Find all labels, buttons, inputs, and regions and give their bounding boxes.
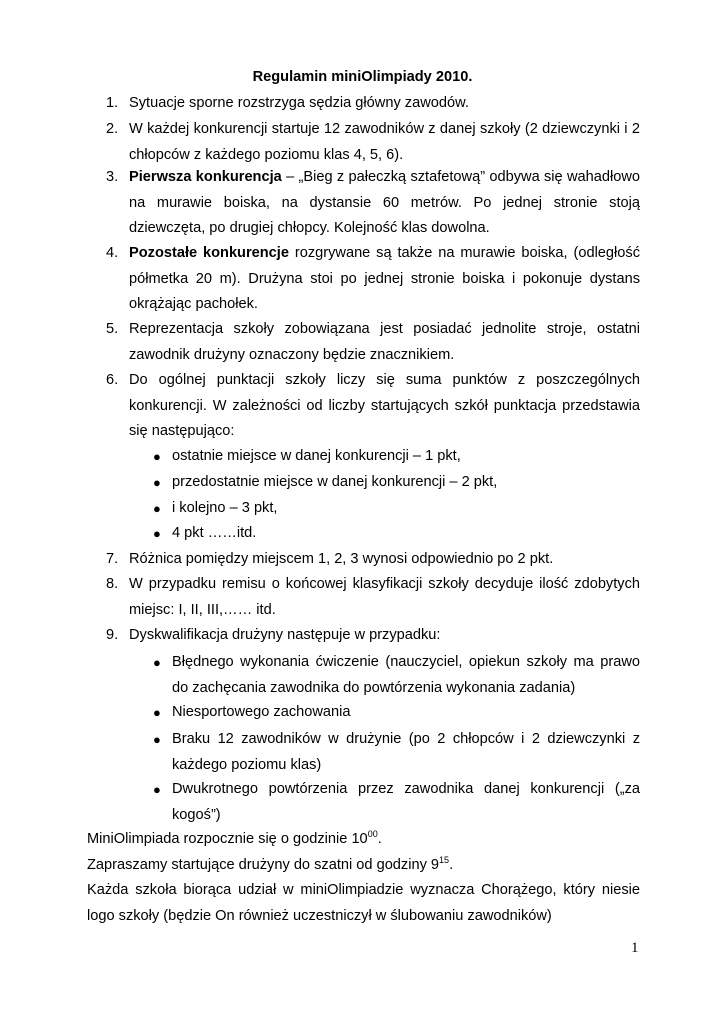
item-text: Sytuacje sporne rozstrzyga sędzia główny zawodów.	[129, 95, 469, 111]
disqualification-bullet	[153, 777, 640, 828]
bullet-dot-icon: ●	[153, 501, 161, 516]
item-number: 8.	[106, 576, 119, 592]
bullet-text: ostatnie miejsce w danej konkurencji – 1 pkt,	[172, 448, 461, 464]
rule-item-2	[106, 117, 640, 168]
document-title: Regulamin miniOlimpiady 2010.	[252, 69, 473, 85]
bullet-dot-icon: ●	[153, 449, 161, 464]
item-number: 3.	[106, 169, 119, 185]
flag-bearer-paragraph: Każda szkoła biorąca udział w miniOlimpiadzie wyznacza Chorążego, który niesie logo szkoły (będzie On również uczestniczył w ślubowaniu zawodników)	[87, 882, 640, 924]
paragraph-end: .	[449, 857, 454, 873]
scoring-bullet	[153, 470, 640, 496]
item-text: Dyskwalifikacja drużyny następuje w przypadku:	[129, 627, 441, 643]
scoring-bullet	[153, 496, 640, 522]
time-superscript: 15	[439, 855, 450, 866]
rule-item-5	[106, 317, 640, 368]
bullet-text: Braku 12 zawodników w drużynie (po 2 chłopców i 2 dziewczynki z każdego poziomu klas)	[172, 731, 640, 773]
bullet-dot-icon: ●	[153, 782, 161, 797]
bullet-text: 4 pkt ……itd.	[172, 525, 257, 541]
item-bold-label: Pozostałe konkurencje	[129, 245, 289, 261]
bullet-dot-icon: ●	[153, 732, 161, 747]
item-number: 4.	[106, 245, 119, 261]
item-text: rozgrywane są także na murawie boiska, (odległość półmetka 20 m). Drużyna stoi po jednej stronie boiska i pokonuje dystans okrążając pachołek.	[129, 245, 640, 312]
rule-item-4	[106, 241, 640, 318]
page-number: 1	[631, 940, 639, 956]
rule-item-3	[106, 165, 640, 242]
item-text: Reprezentacja szkoły zobowiązana jest posiadać jednolite stroje, ostatni zawodnik drużyny oznaczony będzie znacznikiem.	[129, 321, 640, 363]
rule-item-1	[106, 91, 640, 117]
item-bold-label: Pierwsza konkurencja	[129, 169, 282, 185]
rule-item-7	[106, 547, 640, 573]
start-time-paragraph	[87, 827, 640, 853]
paragraph-end: .	[377, 831, 382, 847]
item-number: 1.	[106, 95, 119, 111]
bullet-dot-icon: ●	[153, 526, 161, 541]
rule-item-6	[106, 368, 640, 445]
item-text: W przypadku remisu o końcowej klasyfikacji szkoły decyduje ilość zdobytych miejsc: I, II, III,…… itd.	[129, 576, 640, 618]
bullet-text: Błędnego wykonania ćwiczenie (nauczyciel, opiekun szkoły ma prawo do zachęcania zawodnika do powtórzenia wykonania zadania)	[172, 654, 640, 696]
disqualification-bullet	[153, 700, 640, 726]
item-number: 5.	[106, 321, 119, 337]
bullet-dot-icon: ●	[153, 705, 161, 720]
item-number: 7.	[106, 551, 119, 567]
disqualification-bullet	[153, 650, 640, 701]
rule-item-9	[106, 623, 640, 649]
item-number: 6.	[106, 372, 119, 388]
item-text: W każdej konkurencji startuje 12 zawodników z danej szkoły (2 dziewczynki i 2 chłopców z każdego poziomu klas 4, 5, 6).	[129, 121, 640, 163]
item-number: 2.	[106, 121, 119, 137]
paragraph-text: MiniOlimpiada rozpocznie się o godzinie 10	[87, 831, 368, 847]
bullet-text: przedostatnie miejsce w danej konkurencji – 2 pkt,	[172, 474, 498, 490]
scoring-bullet	[153, 444, 640, 470]
item-number: 9.	[106, 627, 119, 643]
rule-item-8	[106, 572, 640, 623]
item-text: Do ogólnej punktacji szkoły liczy się suma punktów z poszczególnych konkurencji. W zależności od liczby startujących szkół punktacja przedstawia się następująco:	[129, 372, 640, 439]
disqualification-bullet	[153, 727, 640, 778]
time-superscript: 00	[367, 829, 378, 840]
bullet-dot-icon: ●	[153, 475, 161, 490]
bullet-text: Niesportowego zachowania	[172, 704, 351, 720]
paragraph-text: Zapraszamy startujące drużyny do szatni od godziny 9	[87, 857, 440, 873]
bullet-text: i kolejno – 3 pkt,	[172, 500, 278, 516]
bullet-text: Dwukrotnego powtórzenia przez zawodnika danej konkurencji („za kogoś”)	[172, 781, 640, 823]
locker-room-paragraph	[87, 853, 640, 879]
bullet-dot-icon: ●	[153, 655, 161, 670]
item-text: – „Bieg z pałeczką sztafetową” odbywa się wahadłowo na murawie boiska, na dystansie 60 metrów. Po jednej stronie stoją dziewczęta, po drugiej chłopcy. Kolejność klas dowolna.	[129, 169, 640, 236]
scoring-bullet	[153, 521, 640, 547]
item-text: Różnica pomiędzy miejscem 1, 2, 3 wynosi odpowiednio po 2 pkt.	[129, 551, 554, 567]
